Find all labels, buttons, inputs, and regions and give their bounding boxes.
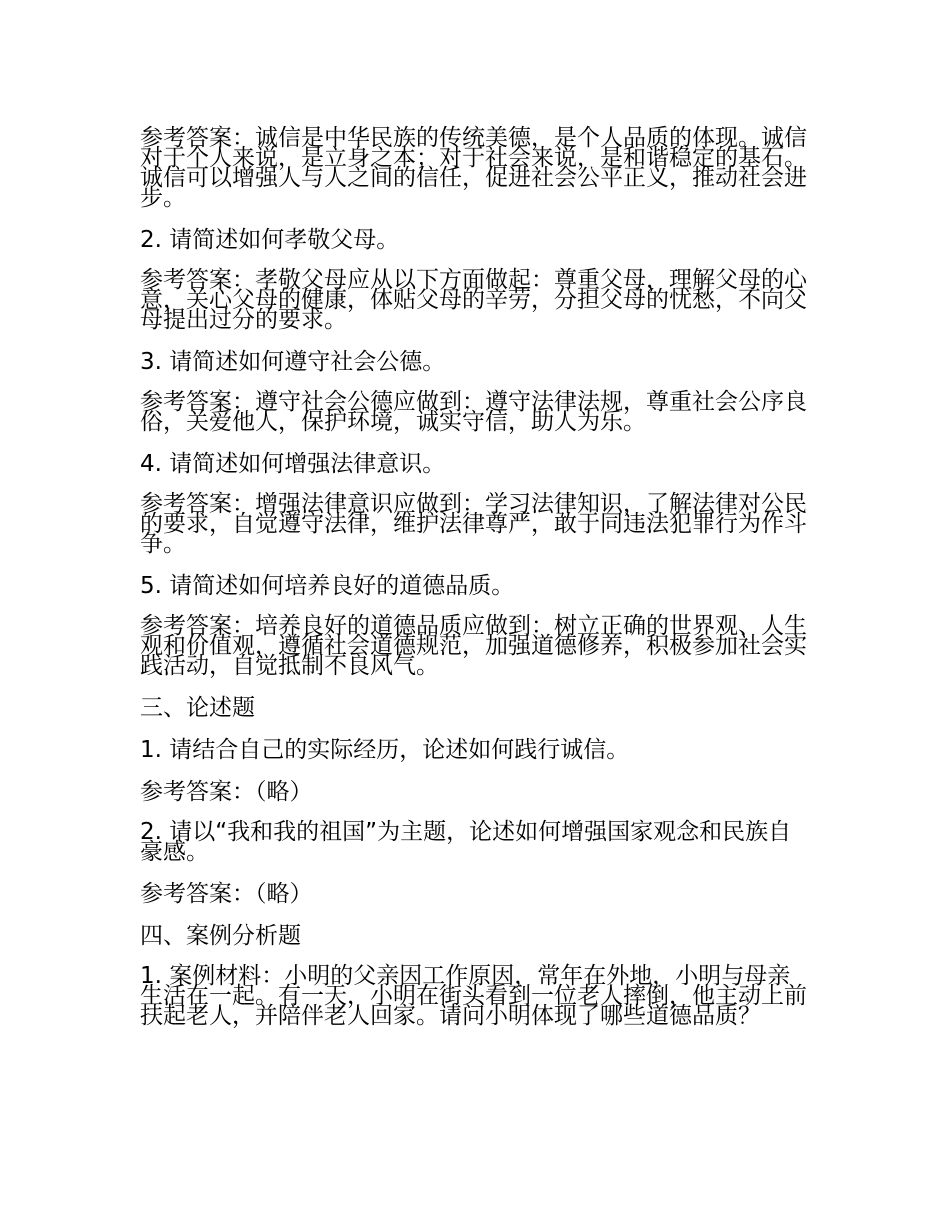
answer-paragraph: 参考答案：（略） (140, 881, 313, 907)
question-heading: 2. 请以“我和我的祖国”为主题，论述如何增强国家观念和民族自豪感。 (140, 819, 792, 865)
question-heading: 2. 请简述如何孝敬父母。 (140, 227, 400, 253)
section-heading: 四、案例分析题 (140, 923, 301, 949)
question-heading: 3. 请简述如何遵守社会公德。 (140, 349, 446, 375)
answer-paragraph: 参考答案：遵守社会公德应做到：遵守法律法规，尊重社会公序良俗，关爱他人，保护环境，诚实守信，助人为乐。 (140, 389, 807, 435)
answer-paragraph: 参考答案：孝敬父母应从以下方面做起：尊重父母，理解父母的心意，关心父母的健康，体贴父母的辛劳，分担父母的忧愁，不向父母提出过分的要求。 (140, 267, 807, 333)
section-heading: 三、论述题 (140, 695, 255, 721)
document-body (140, 125, 812, 1046)
answer-paragraph: 参考答案：诚信是中华民族的传统美德，是个人品质的体现。诚信对于个人来说，是立身之本；对于社会来说，是和谐稳定的基石。诚信可以增强人与人之间的信任，促进社会公平正义，推动社会进步。 (140, 125, 807, 211)
question-heading: 1. 请结合自己的实际经历，论述如何践行诚信。 (140, 737, 630, 763)
answer-paragraph: 参考答案：（略） (140, 779, 313, 805)
answer-paragraph: 参考答案：增强法律意识应做到：学习法律知识，了解法律对公民的要求，自觉遵守法律，维护法律尊严，敢于同违法犯罪行为作斗争。 (140, 491, 807, 557)
answer-paragraph: 参考答案：培养良好的道德品质应做到：树立正确的世界观、人生观和价值观，遵循社会道德规范，加强道德修养，积极参加社会实践活动，自觉抵制不良风气。 (140, 613, 807, 679)
case-material-paragraph: 1. 案例材料：小明的父亲因工作原因，常年在外地，小明与母亲生活在一起。有一天，小明在街头看到一位老人摔倒，他主动上前扶起老人，并陪伴老人回家。请问小明体现了哪些道德品质？ (140, 963, 807, 1029)
question-heading: 4. 请简述如何增强法律意识。 (140, 451, 446, 477)
question-heading: 5. 请简述如何培养良好的道德品质。 (140, 573, 515, 599)
